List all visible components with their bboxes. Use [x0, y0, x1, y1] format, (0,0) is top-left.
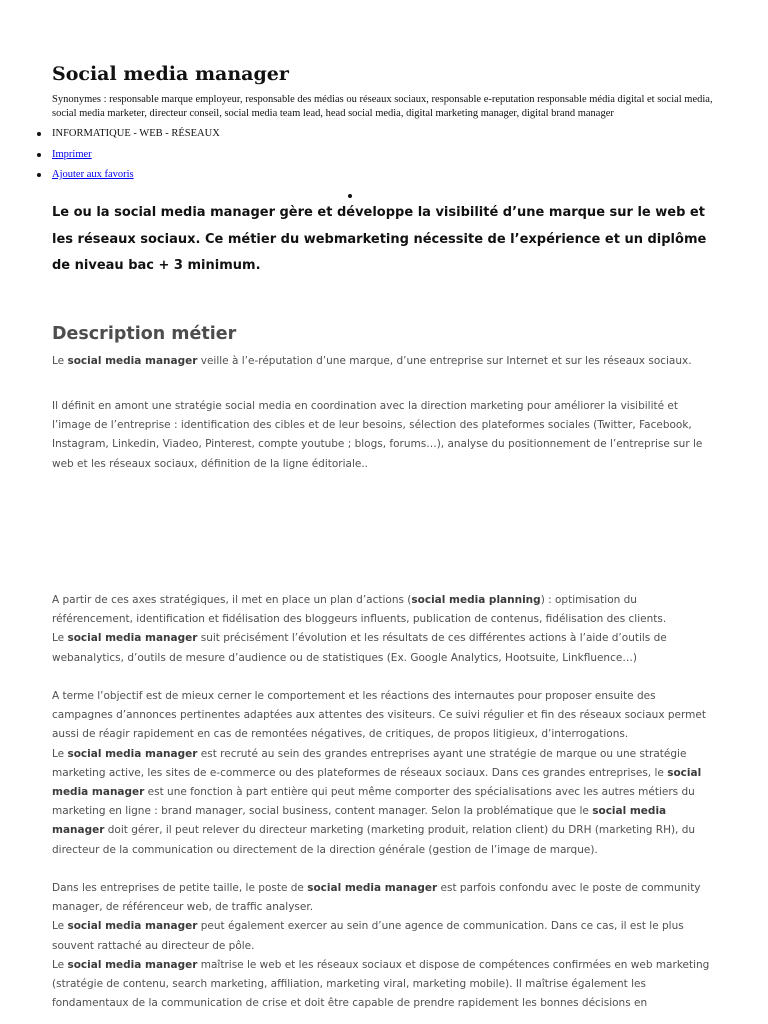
keyword: social media manager — [67, 355, 198, 367]
list-item — [52, 126, 220, 147]
list-item — [52, 147, 220, 168]
paragraph-text: doit gérer, il peut relever du directeur marketing (marketing produit, relation client) du DRH (marketing RH), du directeur de la communication ou directement de la direction générale (gestion de l’image de marque). — [52, 824, 696, 856]
paragraph-text: est une fonction à part entière qui peut même comporter des spécialisations avec les autres métiers du marketing en ligne : brand manager, social business, content manager. Selon la problématique que le — [52, 786, 695, 818]
synonyms-text: Synonymes : responsable marque employeur, responsable des médias ou réseaux sociaux, responsable e-reputation responsable média digital et social media, social media marketer, directeur conseil, social media team lead, head social media, digital marketing manager, digital brand manager — [52, 94, 713, 119]
keyword: social media planning — [411, 594, 541, 606]
list-item — [52, 167, 220, 188]
keyword: social media manager — [67, 747, 198, 760]
paragraph-text: maîtrise le web et les réseaux sociaux et dispose de compétences confirmées en web marketing (stratégie de contenu, search marketing, affiliation, marketing viral, marketing mobile). Il maîtrise également les fondamentaux de la communication de crise et doit être capable de prendre rapidement les bonnes décisions en — [52, 958, 710, 1010]
paragraph-text: veille à l’e-réputation d’une marque, d’une entreprise sur Internet et sur les réseaux sociaux. — [197, 355, 692, 367]
add-favorite-link[interactable]: Ajouter aux favoris — [52, 169, 134, 180]
category-label: INFORMATIQUE - WEB - RÉSEAUX — [52, 128, 220, 139]
paragraph — [52, 352, 717, 371]
paragraph-text: peut également exercer au sein d’une agence de communication. Dans ce cas, il est le plus souvent rattaché au directeur de pôle. — [52, 920, 684, 952]
paragraph-text: Dans les entreprises de petite taille, le poste de — [52, 882, 308, 895]
paragraph-text: Le — [52, 747, 68, 760]
paragraph-text: Le — [52, 958, 68, 971]
intro-text: Le ou la social media manager gère et développe la visibilité d’une marque sur le web et les réseaux sociaux. Ce métier du webmarketing nécessite de l’expérience et un diplôme de niveau bac + 3 minimum. — [52, 205, 707, 273]
paragraph-text: est parfois confondu avec le poste de community manager, de référenceur web, de traffic analyser. — [52, 882, 701, 914]
paragraph-text: est recruté au sein des grandes entreprises ayant une stratégie de marque ou une stratégie marketing active, les sites de e-commerce ou des plateformes de réseaux sociaux. Dans ces grandes entreprises, le — [52, 747, 687, 779]
paragraph-text: A partir de ces axes stratégiques, il met en place un plan d’actions ( — [52, 594, 412, 606]
meta-list — [52, 126, 220, 188]
keyword: social media manager — [307, 882, 438, 895]
paragraph-text: suit précisément l’évolution et les résultats de ces différentes actions à l’aide d’outils de webanalytics, d’outils de mesure d’audience ou de statistiques (Ex. Google Analytics, Hootsuite, Linkfluence…) — [52, 632, 667, 664]
paragraph-text: ) : optimisation du référencement, identification et fidélisation des bloggeurs influents, publication de contenus, fidélisation des clients. — [52, 594, 667, 626]
page-title: Social media manager — [52, 63, 289, 85]
keyword: social media manager — [67, 632, 198, 645]
bullet-dot — [348, 194, 352, 198]
print-link[interactable]: Imprimer — [52, 148, 92, 160]
keyword: social media manager — [67, 920, 198, 933]
paragraph-text: Le — [52, 632, 68, 645]
keyword: social media manager — [67, 958, 198, 971]
keyword: social media manager — [52, 805, 667, 837]
paragraph-text: Le — [52, 355, 68, 367]
paragraph: Il définit en amont une stratégie social media en coordination avec la direction marketing pour améliorer la visibilité et l’image de l’entreprise : identification des cibles et de leur besoins, sélection des plateformes sociales (Twitter, Facebook, Instagram, Linkedin, Viadeo, Pinterest, compte youtube ; blogs, forums…), analyse du positionnement de l’entreprise sur le web et les réseaux sociaux, définition de la ligne éditoriale.. — [52, 400, 703, 470]
section-heading: Description métier — [52, 324, 237, 344]
paragraph-text: Le — [52, 920, 68, 933]
paragraph — [52, 591, 717, 1013]
paragraph-text: A terme l’objectif est de mieux cerner le comportement et les réactions des internautes pour proposer ensuite des campagnes d’annonces pertinentes adaptées aux attentes des visiteurs. Ce suivi régulier et fin des réseaux sociaux permet aussi de réagir rapidement en cas de remontées négatives, de critiques, de propos litigieux, d’interrogations. — [52, 690, 706, 741]
keyword: social media manager — [52, 766, 702, 799]
